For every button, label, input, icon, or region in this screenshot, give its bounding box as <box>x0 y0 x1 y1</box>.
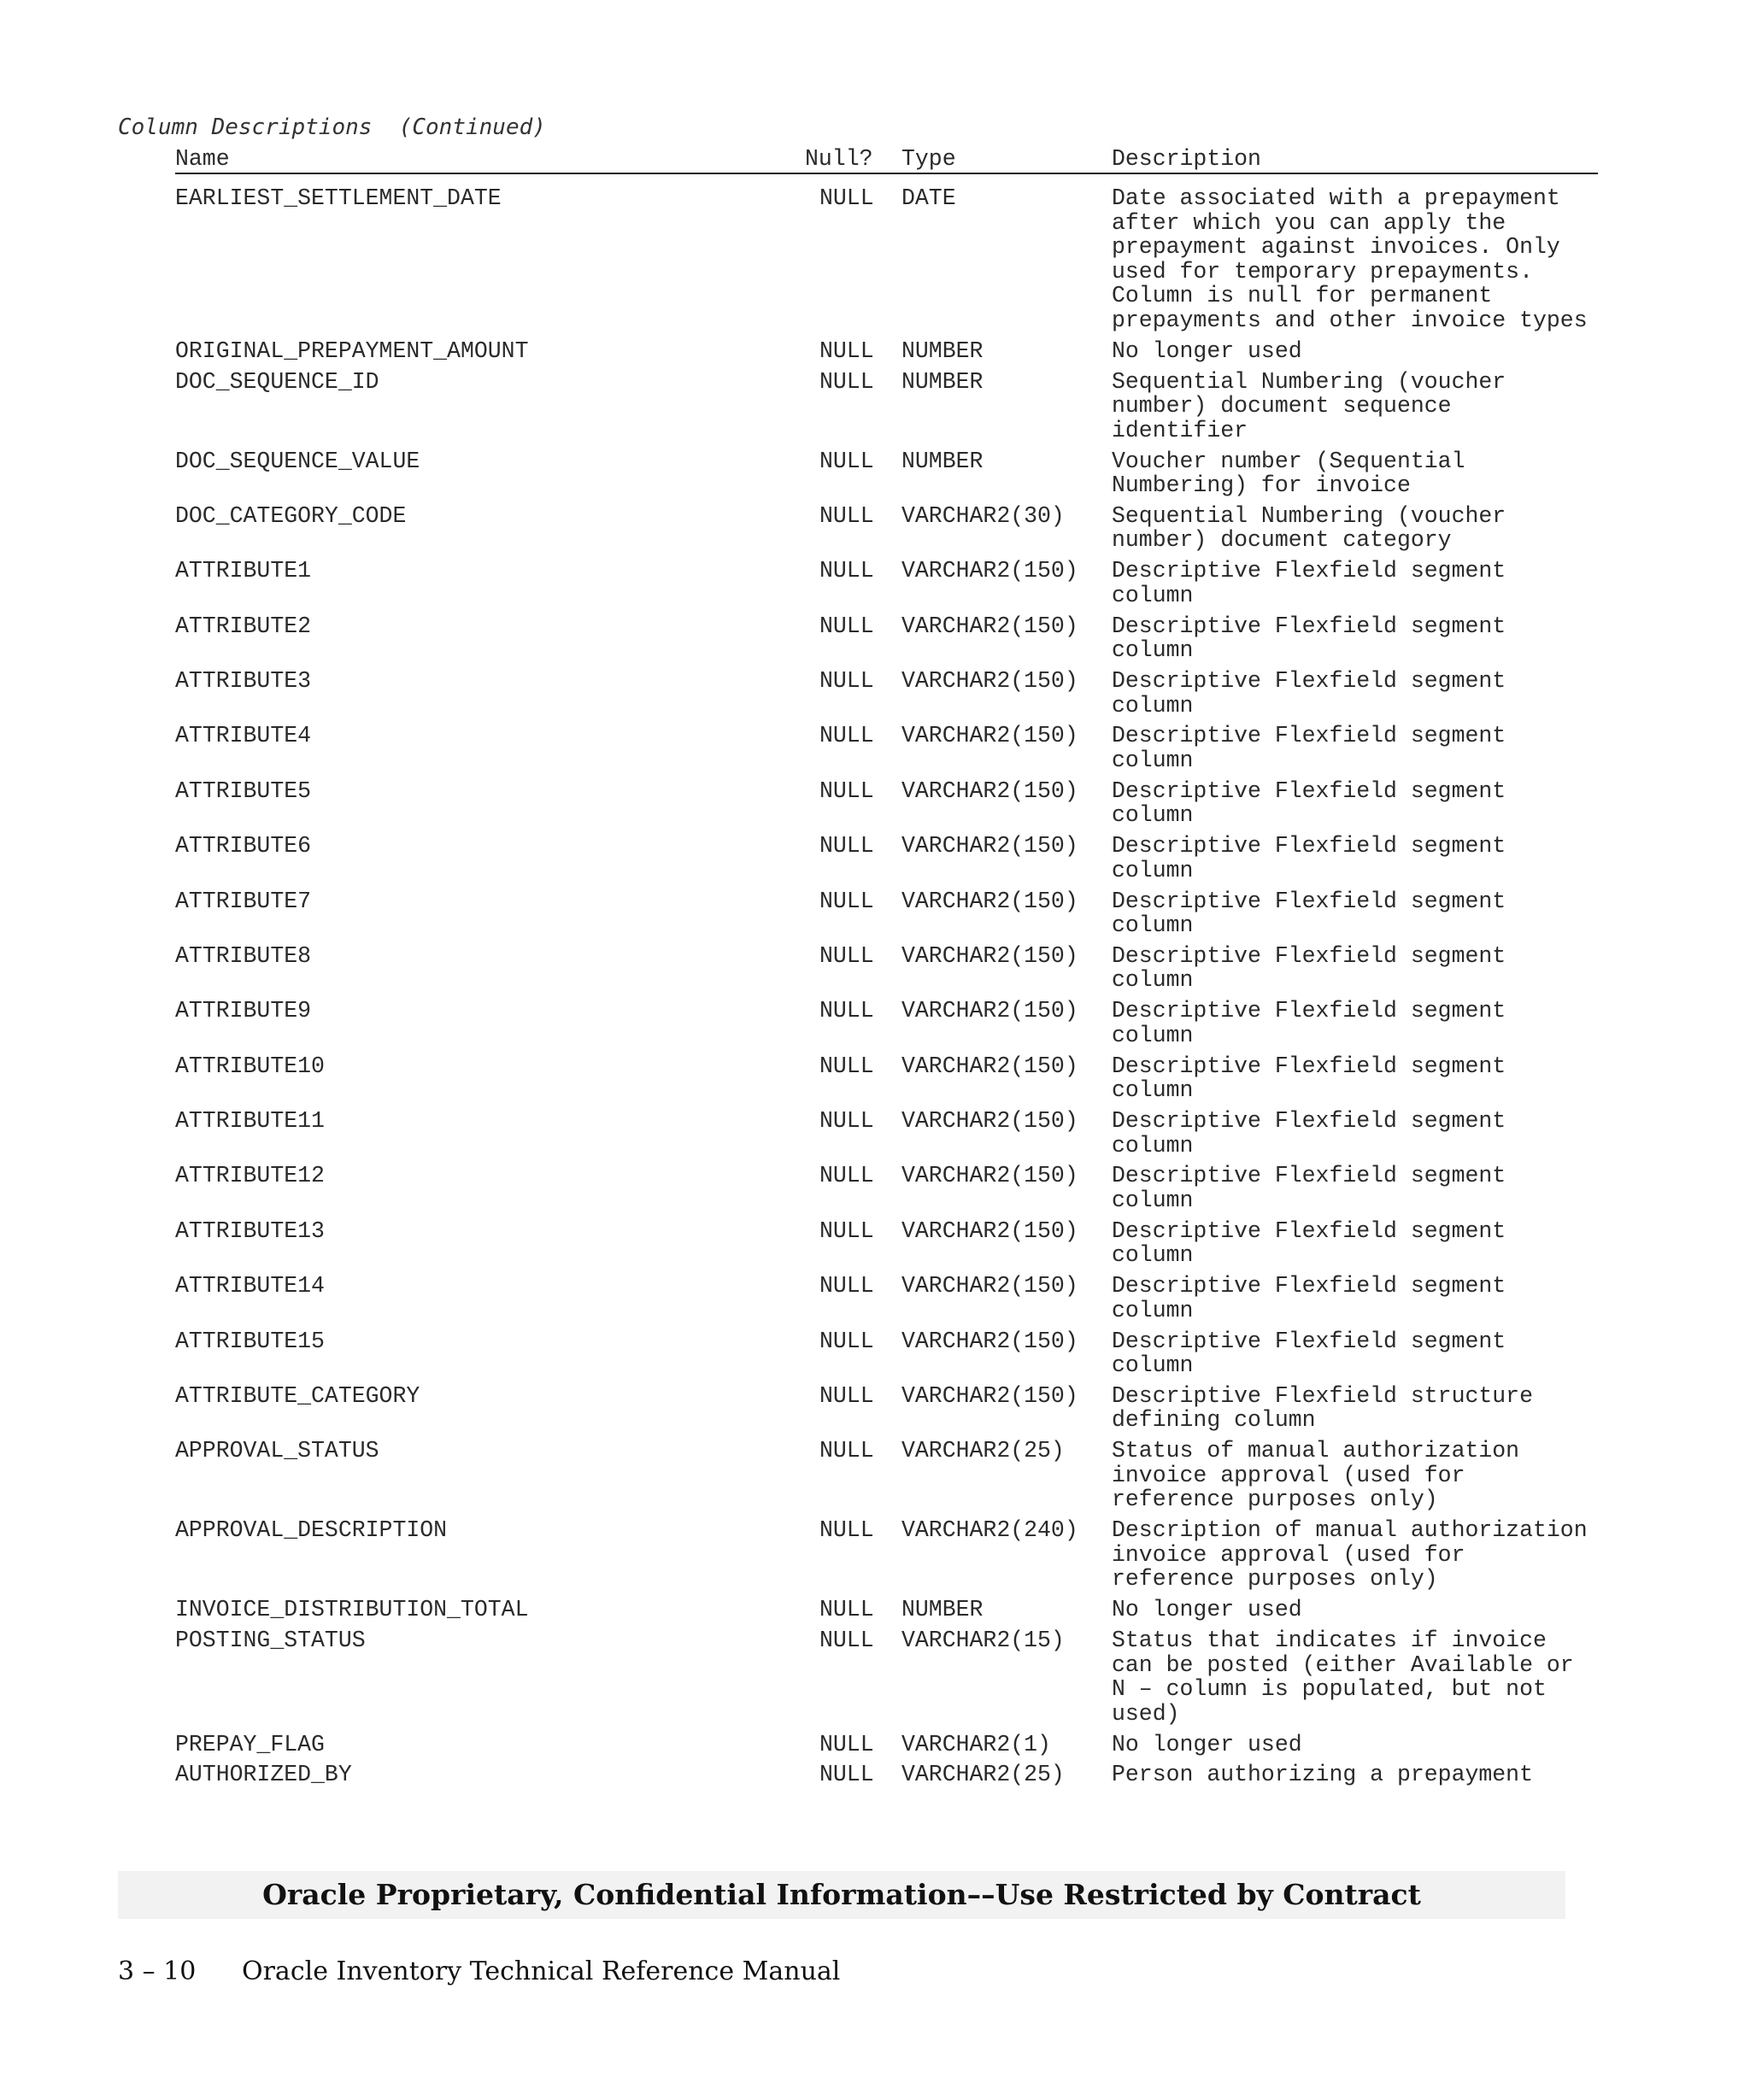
table-row <box>175 1164 1598 1212</box>
null-cell: NULL <box>819 777 874 804</box>
table-row <box>175 339 1598 364</box>
column-name-cell: AUTHORIZED_BY <box>175 1762 352 1788</box>
table-row <box>175 1763 1598 1787</box>
null-cell: NULL <box>819 185 874 211</box>
table-row <box>175 186 1598 333</box>
table-row <box>175 1219 1598 1268</box>
null-cell: NULL <box>819 1382 874 1409</box>
table-row <box>175 1628 1598 1726</box>
table-row <box>175 1109 1598 1158</box>
type-cell: VARCHAR2(15) <box>901 1627 1065 1653</box>
null-cell: NULL <box>819 1163 874 1189</box>
table-row <box>175 1329 1598 1378</box>
description-cell: Descriptive Flexfield segment column <box>1112 1217 1506 1269</box>
null-cell: NULL <box>819 1053 874 1079</box>
description-cell: Descriptive Flexfield segment column <box>1112 942 1506 994</box>
column-name-cell: ATTRIBUTE15 <box>175 1328 325 1354</box>
description-cell: Sequential Numbering (voucher number) document category <box>1112 502 1506 554</box>
null-cell: NULL <box>819 337 874 364</box>
column-name-cell: ATTRIBUTE1 <box>175 558 312 584</box>
description-cell: Date associated with a prepayment after which you can apply the prepayment against invoices. Only used for temporary prepayments. Column is null for permanent prepayments and other invoice types <box>1112 185 1588 333</box>
header-name: Name <box>175 146 230 172</box>
null-cell: NULL <box>819 1762 874 1788</box>
null-cell: NULL <box>819 942 874 969</box>
type-cell: VARCHAR2(150) <box>901 777 1078 804</box>
column-name-cell: INVOICE_DISTRIBUTION_TOTAL <box>175 1597 529 1623</box>
column-name-cell: ATTRIBUTE10 <box>175 1053 325 1079</box>
type-cell: VARCHAR2(150) <box>901 558 1078 584</box>
column-name-cell: ATTRIBUTE6 <box>175 833 312 859</box>
description-cell: No longer used <box>1112 1731 1302 1757</box>
page-number: 3 – 10 <box>118 1956 197 1986</box>
table-row <box>175 370 1598 443</box>
null-cell: NULL <box>819 368 874 395</box>
null-cell: NULL <box>819 668 874 694</box>
table-row <box>175 944 1598 993</box>
type-cell: NUMBER <box>901 448 984 474</box>
header-description: Description <box>1112 146 1261 172</box>
description-cell: Person authorizing a prepayment <box>1112 1762 1533 1788</box>
type-cell: NUMBER <box>901 368 984 395</box>
table-row <box>175 559 1598 607</box>
type-cell: VARCHAR2(240) <box>901 1517 1078 1544</box>
type-cell: VARCHAR2(1) <box>901 1731 1051 1757</box>
type-cell: VARCHAR2(25) <box>901 1762 1065 1788</box>
type-cell: VARCHAR2(150) <box>901 833 1078 859</box>
manual-title: Oracle Inventory Technical Reference Manual <box>242 1956 841 1986</box>
null-cell: NULL <box>819 888 874 914</box>
description-cell: Status that indicates if invoice can be posted (either Available or N – column is populated, but not used) <box>1112 1627 1574 1727</box>
table-caption: Column Descriptions (Continued) <box>118 114 546 140</box>
column-name-cell: ATTRIBUTE9 <box>175 998 312 1024</box>
table-row <box>175 1518 1598 1592</box>
description-cell: No longer used <box>1112 1597 1302 1623</box>
description-cell: Descriptive Flexfield structure defining column <box>1112 1382 1533 1434</box>
null-cell: NULL <box>819 502 874 529</box>
description-cell: Descriptive Flexfield segment column <box>1112 723 1506 773</box>
type-cell: VARCHAR2(150) <box>901 723 1078 749</box>
table-header <box>175 147 1598 174</box>
column-name-cell: EARLIEST_SETTLEMENT_DATE <box>175 185 502 211</box>
table-row <box>175 834 1598 883</box>
table-row <box>175 1054 1598 1103</box>
table-row <box>175 1598 1598 1622</box>
column-name-cell: DOC_SEQUENCE_ID <box>175 368 379 395</box>
type-cell: VARCHAR2(150) <box>901 942 1078 969</box>
null-cell: NULL <box>819 1627 874 1653</box>
null-cell: NULL <box>819 1517 874 1544</box>
table-row <box>175 449 1598 498</box>
description-cell: Voucher number (Sequential Numbering) for invoice <box>1112 448 1465 499</box>
description-cell: Status of manual authorization invoice approval (used for reference purposes only) <box>1112 1438 1520 1513</box>
description-cell: Descriptive Flexfield segment column <box>1112 833 1506 883</box>
column-name-cell: DOC_CATEGORY_CODE <box>175 502 407 529</box>
column-name-cell: PREPAY_FLAG <box>175 1731 325 1757</box>
column-name-cell: APPROVAL_STATUS <box>175 1438 379 1464</box>
column-name-cell: ATTRIBUTE_CATEGORY <box>175 1382 420 1409</box>
type-cell: VARCHAR2(150) <box>901 1273 1078 1299</box>
null-cell: NULL <box>819 613 874 639</box>
description-cell: No longer used <box>1112 337 1302 364</box>
description-cell: Descriptive Flexfield segment column <box>1112 668 1506 719</box>
column-name-cell: ATTRIBUTE7 <box>175 888 312 914</box>
table-row <box>175 1274 1598 1323</box>
table-row <box>175 504 1598 553</box>
column-name-cell: ATTRIBUTE14 <box>175 1273 325 1299</box>
description-cell: Descriptive Flexfield segment column <box>1112 1328 1506 1379</box>
type-cell: VARCHAR2(150) <box>901 1163 1078 1189</box>
description-cell: Descriptive Flexfield segment column <box>1112 1163 1506 1213</box>
column-descriptions-table <box>175 147 1598 1793</box>
type-cell: DATE <box>901 185 956 211</box>
type-cell: VARCHAR2(30) <box>901 502 1065 529</box>
description-cell: Descriptive Flexfield segment column <box>1112 558 1506 608</box>
table-row <box>175 669 1598 718</box>
type-cell: VARCHAR2(150) <box>901 1217 1078 1244</box>
confidentiality-banner: Oracle Proprietary, Confidential Information––Use Restricted by Contract <box>118 1871 1565 1919</box>
column-name-cell: ATTRIBUTE4 <box>175 723 312 749</box>
type-cell: VARCHAR2(150) <box>901 888 1078 914</box>
type-cell: NUMBER <box>901 337 984 364</box>
column-name-cell: POSTING_STATUS <box>175 1627 366 1653</box>
table-row <box>175 889 1598 938</box>
null-cell: NULL <box>819 1108 874 1134</box>
null-cell: NULL <box>819 1438 874 1464</box>
description-cell: Descriptive Flexfield segment column <box>1112 613 1506 664</box>
table-row <box>175 724 1598 772</box>
header-type: Type <box>901 146 956 172</box>
type-cell: VARCHAR2(150) <box>901 668 1078 694</box>
type-cell: VARCHAR2(25) <box>901 1438 1065 1464</box>
description-cell: Descriptive Flexfield segment column <box>1112 888 1506 939</box>
column-name-cell: ATTRIBUTE3 <box>175 668 312 694</box>
table-body <box>175 174 1598 1787</box>
table-row <box>175 1733 1598 1757</box>
column-name-cell: ATTRIBUTE5 <box>175 777 312 804</box>
description-cell: Descriptive Flexfield segment column <box>1112 1053 1506 1104</box>
column-name-cell: ATTRIBUTE13 <box>175 1217 325 1244</box>
null-cell: NULL <box>819 1217 874 1244</box>
type-cell: VARCHAR2(150) <box>901 613 1078 639</box>
null-cell: NULL <box>819 998 874 1024</box>
table-row <box>175 779 1598 828</box>
table-row <box>175 1384 1598 1433</box>
null-cell: NULL <box>819 1328 874 1354</box>
null-cell: NULL <box>819 448 874 474</box>
column-name-cell: ORIGINAL_PREPAYMENT_AMOUNT <box>175 337 529 364</box>
column-name-cell: ATTRIBUTE8 <box>175 942 312 969</box>
description-cell: Descriptive Flexfield segment column <box>1112 777 1506 829</box>
column-name-cell: DOC_SEQUENCE_VALUE <box>175 448 420 474</box>
null-cell: NULL <box>819 833 874 859</box>
null-cell: NULL <box>819 558 874 584</box>
null-cell: NULL <box>819 1273 874 1299</box>
description-cell: Sequential Numbering (voucher number) document sequence identifier <box>1112 368 1506 443</box>
table-row <box>175 614 1598 663</box>
null-cell: NULL <box>819 1597 874 1623</box>
table-row <box>175 1439 1598 1512</box>
column-name-cell: ATTRIBUTE12 <box>175 1163 325 1189</box>
type-cell: NUMBER <box>901 1597 984 1623</box>
column-name-cell: ATTRIBUTE11 <box>175 1108 325 1134</box>
column-name-cell: ATTRIBUTE2 <box>175 613 312 639</box>
null-cell: NULL <box>819 1731 874 1757</box>
type-cell: VARCHAR2(150) <box>901 998 1078 1024</box>
type-cell: VARCHAR2(150) <box>901 1053 1078 1079</box>
type-cell: VARCHAR2(150) <box>901 1382 1078 1409</box>
null-cell: NULL <box>819 723 874 749</box>
description-cell: Description of manual authorization invoice approval (used for reference purposes only) <box>1112 1517 1588 1593</box>
description-cell: Descriptive Flexfield segment column <box>1112 1108 1506 1159</box>
header-null: Null? <box>805 146 873 172</box>
type-cell: VARCHAR2(150) <box>901 1328 1078 1354</box>
column-name-cell: APPROVAL_DESCRIPTION <box>175 1517 448 1544</box>
description-cell: Descriptive Flexfield segment column <box>1112 998 1506 1048</box>
description-cell: Descriptive Flexfield segment column <box>1112 1273 1506 1323</box>
table-row <box>175 999 1598 1047</box>
type-cell: VARCHAR2(150) <box>901 1108 1078 1134</box>
